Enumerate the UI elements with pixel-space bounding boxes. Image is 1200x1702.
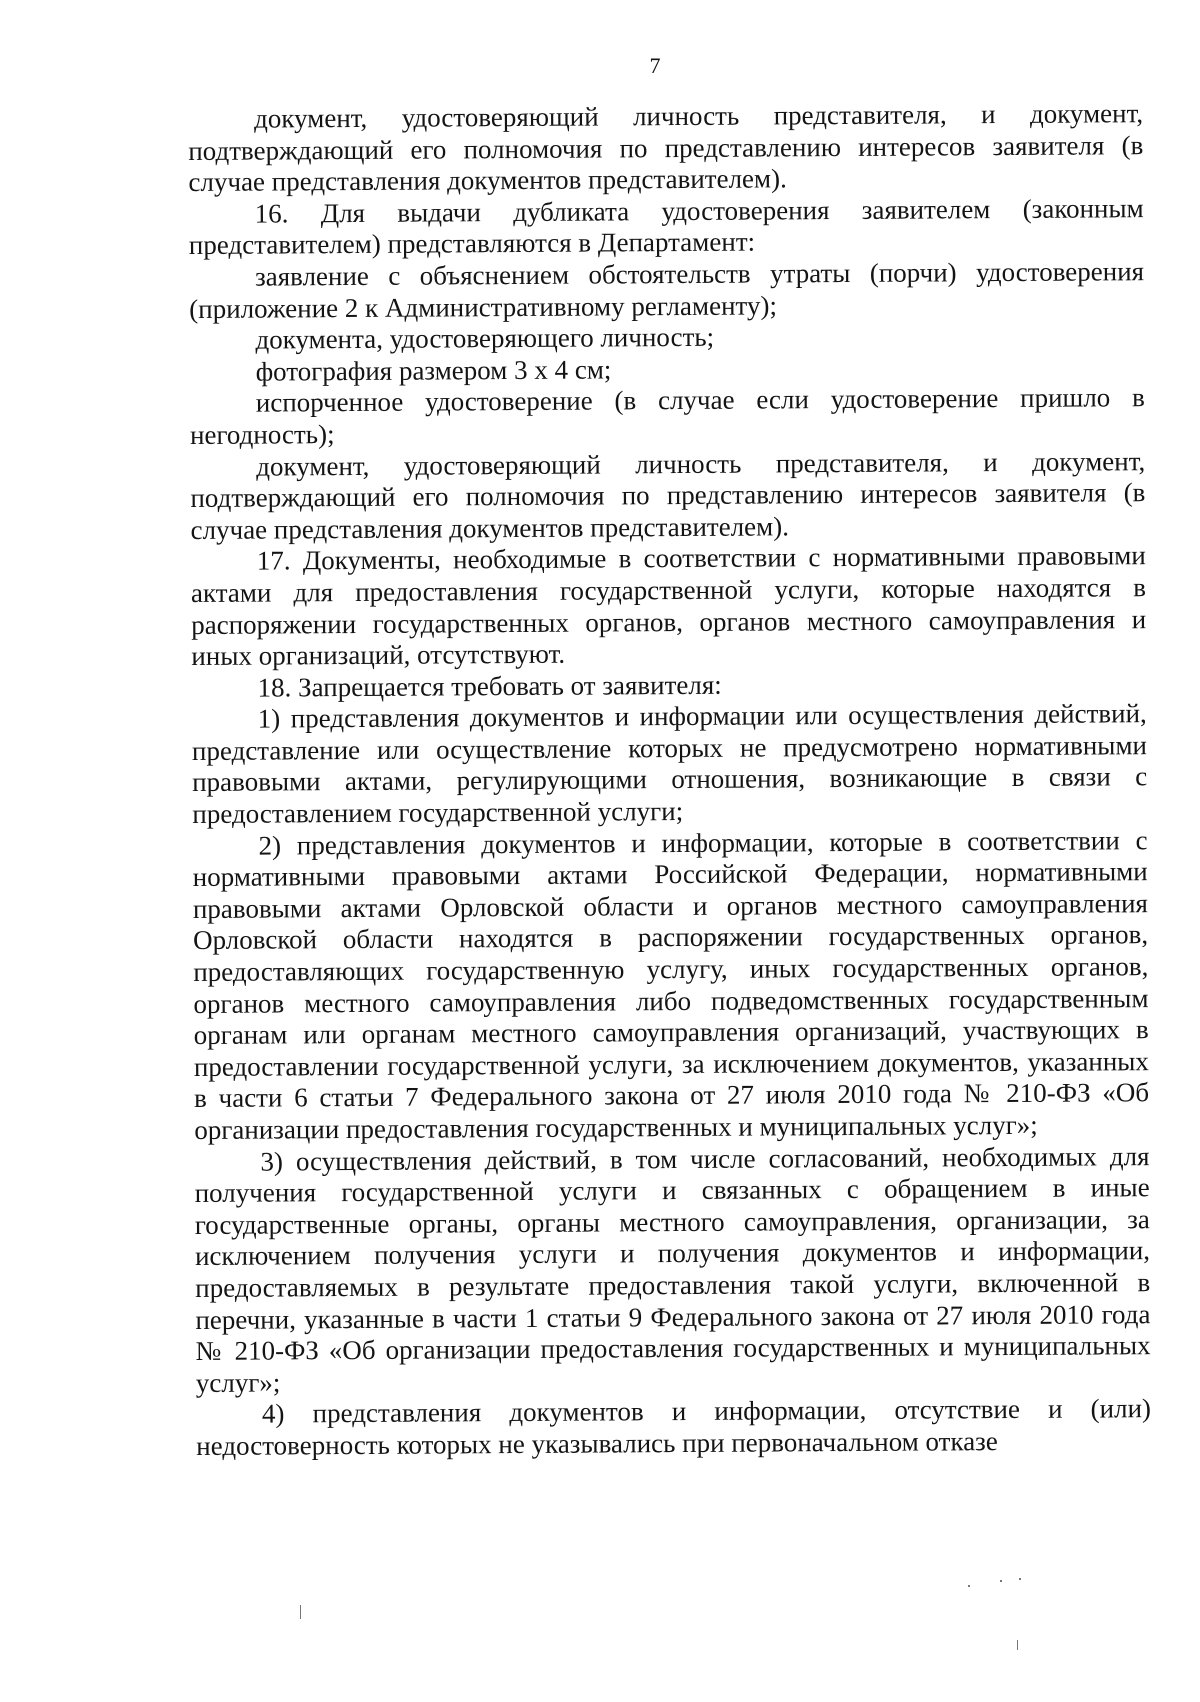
paragraph-18-item-3: 3) осуществления действий, в том числе согласований, необходимых для получения государственной услуги и связанных с обращением в иные государственные органы, органы местного самоуправления, организации, за исключением получения услуги и получения документов и информации, предоставляемых в результате предоставления такой услуги, включенной в перечни, указанные в части 1 статьи 9 Федерального закона от 27 июля 2010 года № 210-ФЗ «Об организации предоставления государственных и муниципальных услуг»;	[194, 1140, 1151, 1398]
scan-speck	[1019, 1578, 1021, 1580]
list-item-photo: фотография размером 3 х 4 см;	[255, 354, 612, 387]
paragraph-18-item-4: 4) представления документов и информации, отсутствие и (или) недостоверность которых не указывались при первоначальном отказе	[196, 1393, 1152, 1461]
paragraph-18-item-1: 1) представления документов и информации или осуществления действий, представление или осуществление которых не предусмотрено нормативными правовыми актами, регулирующими отношения, возникающие в связи с предоставлением государственной услуги;	[191, 698, 1148, 830]
paragraph-16: 16. Для выдачи дубликата удостоверения заявителем (законным представителем) представляются в Департамент:	[188, 192, 1144, 261]
scan-speck	[1017, 1640, 1018, 1650]
scan-speck	[1000, 1580, 1002, 1582]
paragraph-18-item-2: 2) представления документов и информации, которые в соответствии с нормативными правовыми актами Российской Федерации, нормативными правовыми актами Орловской области и органов местного самоуправления Орловской области находятся в распоряжении государственных органов, предоставляющих государственную услугу, иных государственных органов, органов местного самоуправления либо подведомственных государственным органам или органам местного самоуправления организаций, участвующих в предоставлении государственной услуги, за исключением документов, указанных в части 6 статьи 7 Федерального закона от 27 июля 2010 года № 210-ФЗ «Об организации предоставления государственных и муниципальных услуг»;	[192, 824, 1150, 1145]
paragraph-representative-docs-1: документ, удостоверяющий личность представителя, и документ, подтверждающий его полномочия по представлению интересов заявителя (в случае представления документов представителем).	[188, 98, 1144, 198]
document-body	[188, 98, 1151, 1462]
paragraph-18: 18. Запрещается требовать от заявителя:	[257, 669, 722, 703]
scan-speck	[968, 1585, 970, 1587]
list-item-damaged-certificate: испорченное удостоверение (в случае если удостоверение пришло в негодность);	[189, 382, 1145, 450]
list-item-representative-docs-2: документ, удостоверяющий личность представителя, и документ, подтверждающий его полномочия по представлению интересов заявителя (в случае представления документов представителем).	[190, 445, 1146, 545]
paragraph-17: 17. Документы, необходимые в соответствии с нормативными правовыми актами для предоставления государственной услуги, которые находятся в распоряжении государственных органов, органов местного самоуправления и иных организаций, отсутствуют.	[190, 540, 1147, 672]
page-number: 7	[649, 53, 661, 78]
list-item-identity-document: документа, удостоверяющего личность;	[255, 321, 715, 355]
scan-speck	[300, 1605, 301, 1619]
list-item-application: заявление с объяснением обстоятельств утраты (порчи) удостоверения (приложение 2 к Административному регламенту);	[189, 256, 1145, 324]
